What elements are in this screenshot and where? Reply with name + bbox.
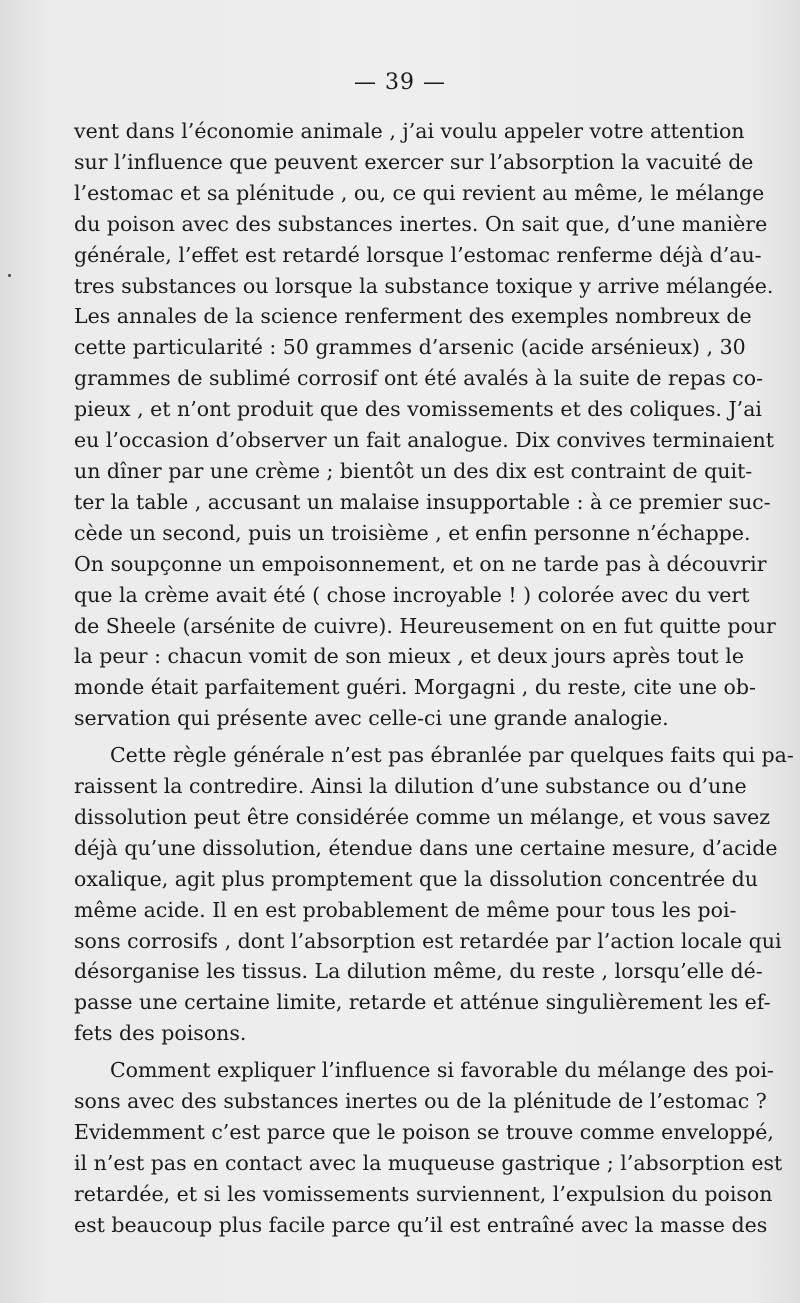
paragraph-3 [74, 1055, 783, 1240]
text-line: servation qui présente avec celle-ci une grande analogie. [74, 706, 669, 731]
text-line: désorganise les tissus. La dilution même, du reste , lorsqu’elle dé- [74, 959, 763, 984]
text-line: On soupçonne un empoisonnement, et on ne tarde pas à découvrir [74, 551, 767, 576]
text-line: oxalique, agit plus promptement que la dissolution concentrée du [74, 866, 758, 891]
text-line: la peur : chacun vomit de son mieux , et deux jours après tout le [74, 644, 744, 669]
text-line: pieux , et n’ont produit que des vomissements et des coliques. J’ai [74, 397, 762, 422]
text-line: grammes de sublimé corrosif ont été avalés à la suite de repas co- [74, 366, 764, 391]
text-line: sur l’influence que peuvent exercer sur l’absorption la vacuité de [74, 149, 754, 174]
text-line: retardée, et si les vomissements surviennent, l’expulsion du poison [74, 1181, 773, 1206]
text-line: dissolution peut être considérée comme un mélange, et vous savez [74, 804, 771, 829]
text-line: tres substances ou lorsque la substance toxique y arrive mélangée. [74, 273, 774, 298]
text-line: monde était parfaitement guéri. Morgagni , du reste, cite une ob- [74, 675, 756, 700]
text-line: ter la table , accusant un malaise insupportable : à ce premier suc- [74, 489, 771, 514]
text-line: cette particularité : 50 grammes d’arsenic (acide arsénieux) , 30 [74, 335, 746, 360]
paragraph-2 [74, 740, 794, 1049]
ink-speck [8, 274, 11, 277]
text-line: il n’est pas en contact avec la muqueuse gastrique ; l’absorption est [74, 1150, 783, 1175]
text-line: même acide. Il en est probablement de même pour tous les poi- [74, 897, 737, 922]
text-line: Cette règle générale n’est pas ébranlée par quelques faits qui pa- [110, 743, 794, 768]
text-line: déjà qu’une dissolution, étendue dans une certaine mesure, d’acide [74, 835, 778, 860]
text-line: est beaucoup plus facile parce qu’il est entraîné avec la masse des [74, 1212, 768, 1237]
text-line: cède un second, puis un troisième , et enfin personne n’échappe. [74, 520, 751, 545]
text-line: un dîner par une crème ; bientôt un des dix est contraint de quit- [74, 458, 753, 483]
text-line: Evidemment c’est parce que le poison se trouve comme enveloppé, [74, 1120, 774, 1144]
text-line: du poison avec des substances inertes. On sait que, d’une manière [74, 211, 768, 236]
text-line: générale, l’effet est retardé lorsque l’estomac renferme déjà d’au- [74, 242, 762, 267]
body-text [74, 116, 794, 1241]
text-line: de Sheele (arsénite de cuivre). Heureusement on en fut quitte pour [74, 613, 776, 638]
text-line: raissent la contredire. Ainsi la dilution d’une substance ou d’une [74, 774, 747, 799]
text-line: que la crème avait été ( chose incroyable ! ) colorée avec du vert [74, 582, 750, 607]
page-number: — 39 — [354, 70, 446, 95]
text-line: vent dans l’économie animale , j’ai voulu appeler votre attention [74, 119, 745, 143]
text-line: passe une certaine limite, retarde et atténue singulièrement les ef- [74, 990, 771, 1015]
text-line: Les annales de la science renferment des exemples nombreux de [74, 304, 752, 329]
text-line: sons avec des substances inertes ou de la plénitude de l’estomac ? [74, 1089, 767, 1114]
text-line: eu l’occasion d’observer un fait analogue. Dix convives terminaient [74, 428, 774, 453]
text-line: l’estomac et sa plénitude , ou, ce qui revient au même, le mélange [74, 180, 765, 205]
paragraph-1 [74, 116, 776, 734]
text-line: fets des poisons. [74, 1021, 247, 1046]
text-line: Comment expliquer l’influence si favorable du mélange des poi- [110, 1058, 774, 1083]
text-line: sons corrosifs , dont l’absorption est retardée par l’action locale qui [74, 928, 782, 953]
